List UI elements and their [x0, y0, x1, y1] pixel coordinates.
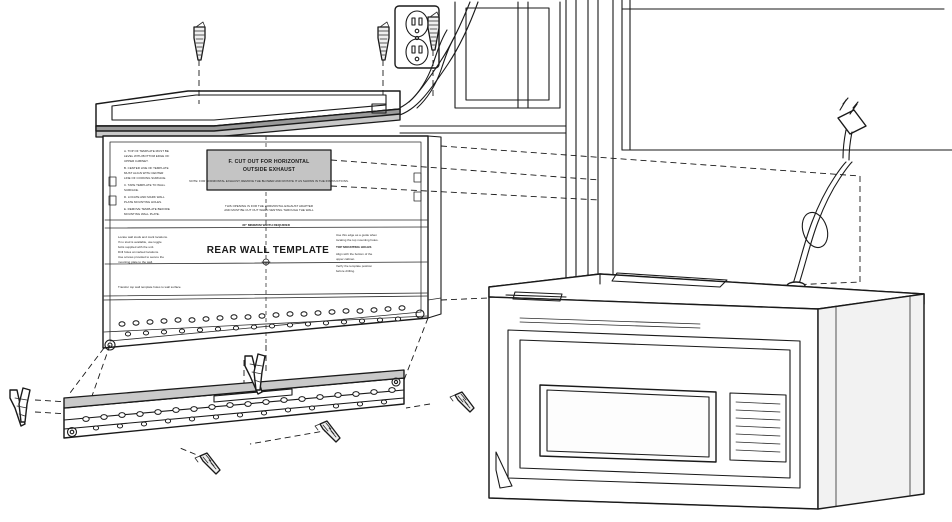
wall-and-window-group	[400, 0, 952, 295]
svg-text:mounting plate to the wall.: mounting plate to the wall.	[118, 260, 153, 264]
template-exhaust-line1: F. CUT OUT FOR HORIZONTAL	[228, 159, 310, 165]
wall-screw-lower	[315, 421, 340, 442]
wall-screw-bottom	[195, 453, 220, 474]
svg-text:Locate wall studs and mark loc: Locate wall studs and mark locations.	[118, 235, 168, 239]
svg-text:LINE OF COOKING SURFACE.: LINE OF COOKING SURFACE.	[124, 176, 167, 180]
svg-text:TOP MOUNTING HOLES: TOP MOUNTING HOLES	[336, 245, 372, 249]
microwave-oven	[489, 273, 924, 509]
svg-text:D. LOCATE AND MARK WALL: D. LOCATE AND MARK WALL	[124, 195, 165, 199]
svg-text:Use this edge as a guide when: Use this edge as a guide when	[336, 233, 377, 237]
template-exhaust-sub-note: THIS OPENING IS FOR THE HORIZONTAL EXHAUST ADAPTER	[225, 204, 313, 208]
svg-text:Align with the bottom of the: Align with the bottom of the	[336, 252, 373, 256]
svg-text:Use screws provided to secure: Use screws provided to secure the	[118, 255, 164, 259]
svg-text:upper cabinet.: upper cabinet.	[336, 257, 356, 261]
cabinet-screw-left	[194, 22, 205, 60]
svg-text:Drill holes at marked location: Drill holes at marked locations.	[118, 250, 159, 254]
svg-text:PLATE MOUNTING HOLES.: PLATE MOUNTING HOLES.	[124, 200, 162, 204]
svg-text:bolts supplied with the unit.: bolts supplied with the unit.	[118, 245, 155, 249]
toggle-bolt-left	[10, 388, 30, 426]
mounting-plate	[64, 370, 404, 438]
svg-text:C. TAPE TEMPLATE TO WALL: C. TAPE TEMPLATE TO WALL	[124, 183, 166, 187]
template-exhaust-sub-note-2: AND MUST BE CUT OUT WHEN VENTING THROUGH THE WALL	[224, 208, 314, 212]
upper-cabinet-shelf	[96, 91, 400, 137]
svg-text:If no stud is available, use t: If no stud is available, use toggle	[118, 240, 162, 244]
svg-text:SURFACE.: SURFACE.	[124, 188, 139, 192]
svg-text:A. TOP OF TEMPLATE MUST BE: A. TOP OF TEMPLATE MUST BE	[124, 149, 169, 153]
svg-text:MUST ALIGN WITH CENTER: MUST ALIGN WITH CENTER	[124, 171, 164, 175]
template-exhaust-note: NOTE: FOR HORIZONTAL EXHAUST, REMOVE THE BLOWER AND ROTATE IT AS SHOWN IN THE INSTRUCTIONS.	[189, 179, 349, 183]
template-exhaust-line2: OUTSIDE EXHAUST	[242, 167, 296, 173]
svg-text:before drilling.: before drilling.	[336, 269, 355, 273]
wall-screw-upper	[450, 392, 474, 412]
svg-text:E. REMOVE TEMPLATE BEFORE: E. REMOVE TEMPLATE BEFORE	[124, 207, 170, 211]
svg-text:locating the top mounting hole: locating the top mounting holes.	[336, 238, 379, 242]
cabinet-screw-center	[378, 22, 389, 60]
power-cord	[787, 98, 866, 290]
template-width-note: 30" MINIMUM WIDTH REQUIRED	[242, 223, 290, 227]
template-main-label: REAR WALL TEMPLATE	[206, 245, 330, 256]
svg-text:LEVEL WITH BOTTOM EDGE OF: LEVEL WITH BOTTOM EDGE OF	[124, 154, 170, 158]
template-bottom-note: Transfer top wall template holes to wall surface.	[118, 285, 182, 289]
svg-text:B. CENTER LINE OF TEMPLATE: B. CENTER LINE OF TEMPLATE	[124, 166, 169, 170]
rear-wall-template	[103, 136, 441, 350]
svg-text:MOUNTING WALL PLATE.: MOUNTING WALL PLATE.	[124, 212, 160, 216]
svg-text:UPPER CABINET.: UPPER CABINET.	[124, 159, 149, 163]
svg-text:Verify the template position: Verify the template position	[336, 264, 373, 268]
